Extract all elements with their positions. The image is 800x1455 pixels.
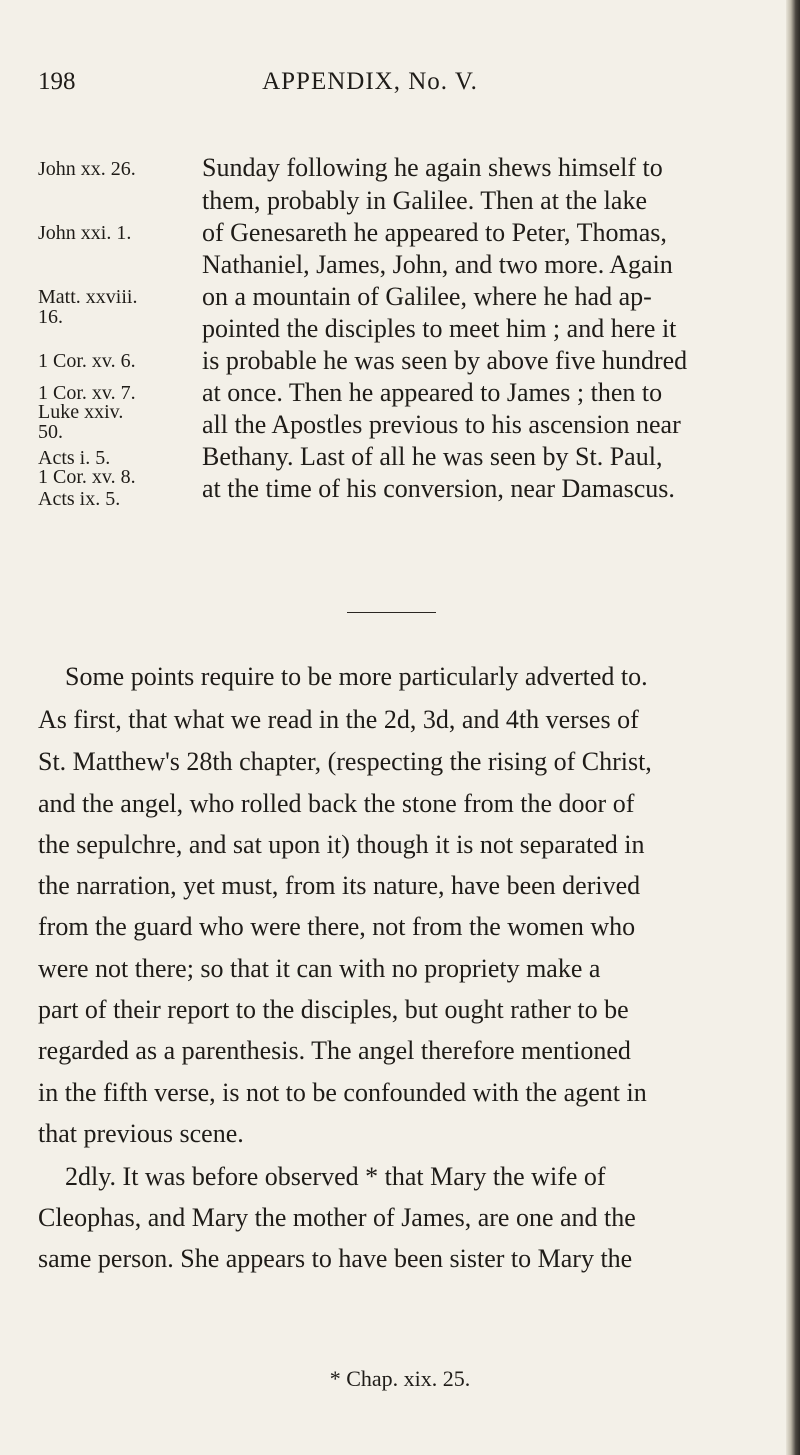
body-line: part of their report to the disciples, but ought rather to be [38, 995, 629, 1024]
margin-note: Acts ix. 5. [38, 488, 121, 510]
text-line: pointed the disciples to meet him ; and here it [202, 314, 677, 343]
body-line: 2dly. It was before observed * that Mary the wife of [65, 1162, 606, 1191]
margin-note: Matt. xxviii. [38, 286, 138, 308]
margin-note: 16. [38, 306, 63, 328]
body-line: and the angel, who rolled back the stone from the door of [38, 789, 635, 818]
running-title: APPENDIX, No. V. [262, 68, 478, 95]
text-line: Sunday following he again shews himself to [202, 153, 663, 182]
body-line: the sepulchre, and sat upon it) though it is not separated in [38, 830, 645, 859]
page-header [0, 68, 786, 104]
margin-note: Acts i. 5. [38, 447, 111, 469]
body-line: regarded as a parenthesis. The angel therefore mentioned [38, 1036, 631, 1065]
body-line: were not there; so that it can with no propriety make a [38, 954, 601, 983]
text-line: Bethany. Last of all he was seen by St. Paul, [202, 442, 663, 471]
body-line: St. Matthew's 28th chapter, (respecting the rising of Christ, [38, 747, 652, 776]
margin-note: John xxi. 1. [38, 222, 132, 244]
margin-note: 1 Cor. xv. 7. [38, 382, 136, 404]
body-line: Cleophas, and Mary the mother of James, are one and the [38, 1203, 636, 1232]
body-line: that previous scene. [38, 1119, 244, 1148]
text-line: of Genesareth he appeared to Peter, Thomas, [202, 218, 667, 247]
body-line: same person. She appears to have been sister to Mary the [38, 1244, 633, 1273]
page-edge-shadow [786, 0, 800, 1455]
text-line: all the Apostles previous to his ascension near [202, 410, 681, 439]
margin-note: John xx. 26. [38, 158, 136, 180]
body-line: in the fifth verse, is not to be confounded with the agent in [38, 1078, 647, 1107]
footnote: * Chap. xix. 25. [329, 1366, 471, 1391]
text-line: at the time of his conversion, near Damascus. [202, 474, 675, 503]
page-number: 198 [38, 68, 76, 95]
body-line: As first, that what we read in the 2d, 3d, and 4th verses of [38, 705, 639, 734]
body-line: Some points require to be more particularly adverted to. [65, 662, 648, 691]
margin-note: 1 Cor. xv. 6. [38, 350, 136, 372]
text-line: is probable he was seen by above five hundred [202, 346, 688, 375]
text-line: on a mountain of Galilee, where he had ap- [202, 282, 652, 311]
margin-note: 50. [38, 421, 63, 443]
section-divider [347, 612, 436, 613]
text-line: at once. Then he appeared to James ; then to [202, 378, 663, 407]
margin-note: 1 Cor. xv. 8. [38, 466, 136, 488]
text-line: Nathaniel, James, John, and two more. Again [202, 250, 673, 279]
margin-note: Luke xxiv. [38, 401, 124, 423]
body-line: from the guard who were there, not from the women who [38, 912, 636, 941]
body-line: the narration, yet must, from its nature, have been derived [38, 871, 641, 900]
text-line: them, probably in Galilee. Then at the lake [202, 186, 647, 215]
